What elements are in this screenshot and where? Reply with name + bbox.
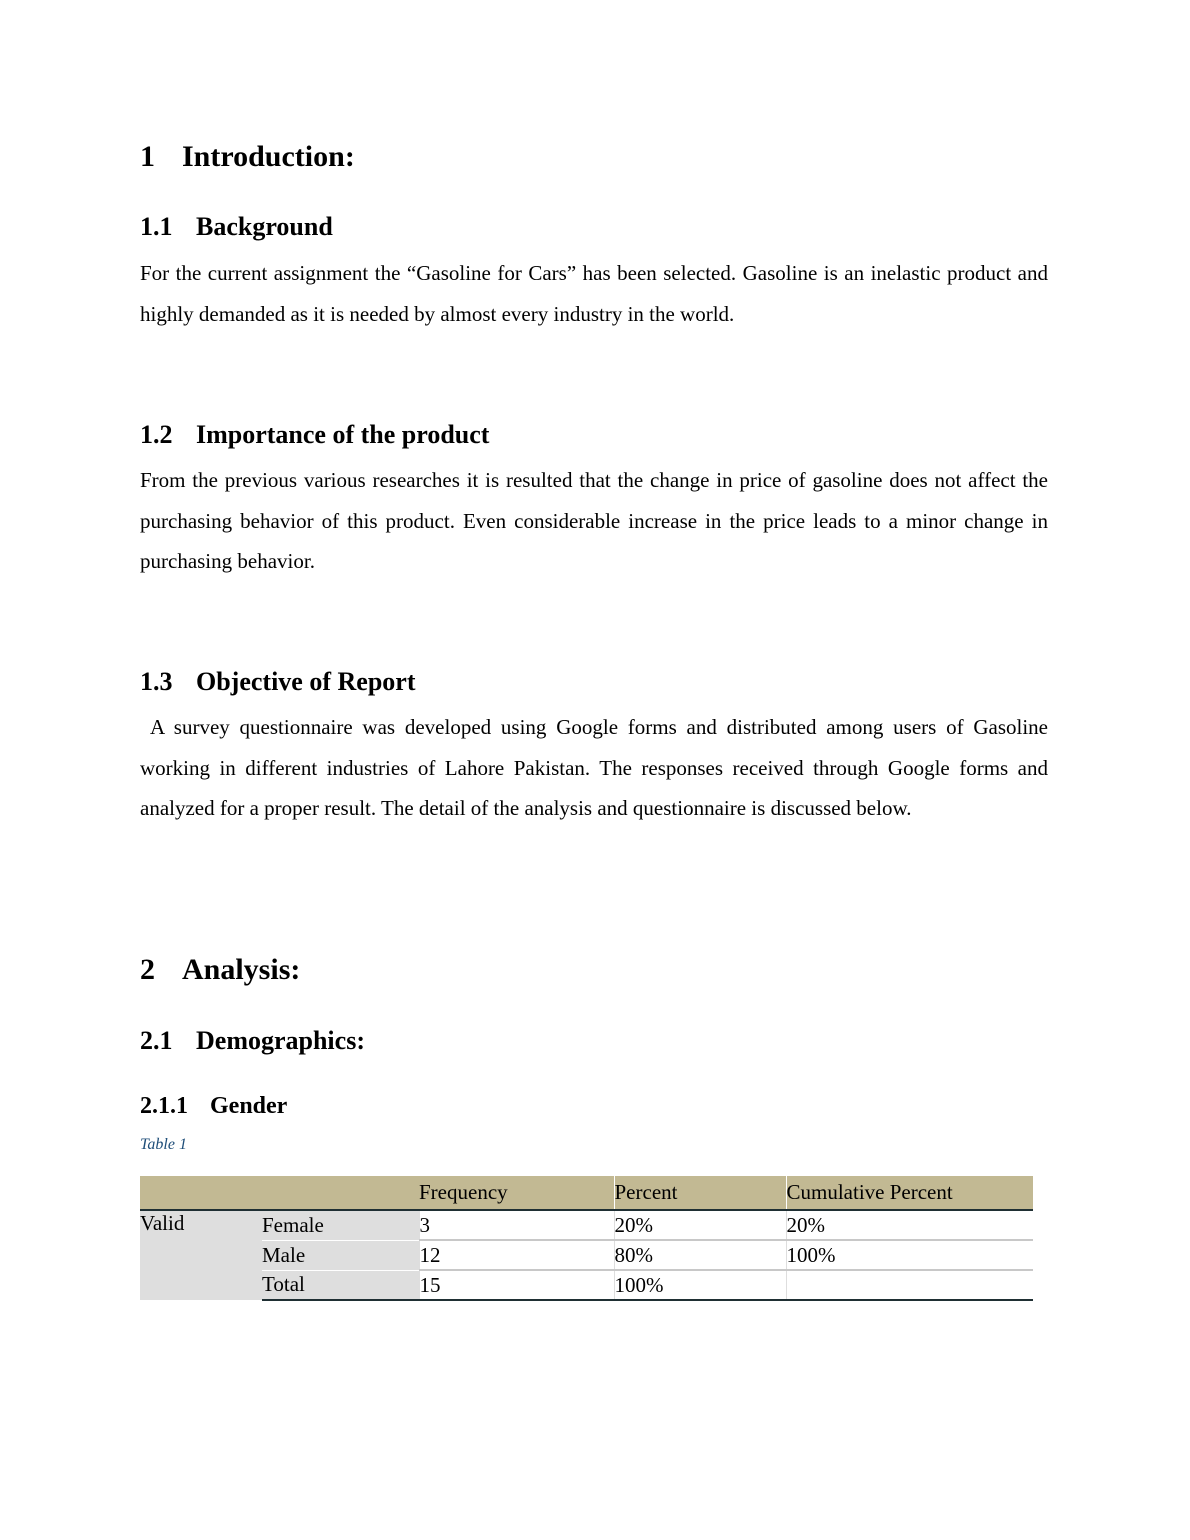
frequency-cell: 15 xyxy=(419,1270,614,1300)
percent-cell: 100% xyxy=(614,1270,786,1300)
heading-number: 1 xyxy=(140,140,155,173)
table-caption: Table 1 xyxy=(140,1136,187,1153)
objective-paragraph: A survey questionnaire was developed using Google forms and distributed among users of Gasoline working in different industries of Lahore Pakistan. The responses received through Google forms and analyzed for a proper result. The detail of the analysis and questionnaire is discussed below. xyxy=(140,715,1048,820)
table-row xyxy=(140,1270,1033,1300)
heading-background xyxy=(140,212,333,242)
heading-text: Importance of the product xyxy=(196,420,490,449)
percent-cell: 80% xyxy=(614,1240,786,1270)
heading-text: Demographics: xyxy=(196,1026,365,1055)
importance-paragraph: From the previous various researches it is resulted that the change in price of gasoline does not affect the purchasing behavior of this product. Even considerable increase in the price leads to a minor change in purchasing behavior. xyxy=(140,468,1048,573)
heading-number: 1.2 xyxy=(140,420,173,449)
heading-text: Background xyxy=(196,212,333,241)
percent-cell: 20% xyxy=(614,1210,786,1240)
heading-objective xyxy=(140,667,415,697)
header-percent: Percent xyxy=(614,1176,786,1210)
background-paragraph: For the current assignment the “Gasoline for Cars” has been selected. Gasoline is an inelastic product and highly demanded as it is needed by almost every industry in the world. xyxy=(140,261,1048,326)
table-row xyxy=(140,1210,1033,1240)
header-cell xyxy=(262,1176,419,1210)
heading-number: 2 xyxy=(140,953,155,986)
header-frequency: Frequency xyxy=(419,1176,614,1210)
cumulative-cell xyxy=(786,1270,1033,1300)
cumulative-cell: 20% xyxy=(786,1210,1033,1240)
header-cumulative-percent: Cumulative Percent xyxy=(786,1176,1033,1210)
heading-number: 2.1.1 xyxy=(140,1093,188,1119)
heading-analysis xyxy=(140,953,300,987)
group-label-valid: Valid xyxy=(140,1210,262,1300)
table-header-row xyxy=(140,1176,1033,1210)
heading-text: Gender xyxy=(210,1093,288,1119)
cumulative-cell: 100% xyxy=(786,1240,1033,1270)
heading-number: 2.1 xyxy=(140,1026,173,1055)
heading-introduction xyxy=(140,140,355,174)
frequency-cell: 12 xyxy=(419,1240,614,1270)
row-label: Female xyxy=(262,1210,419,1240)
heading-number: 1.1 xyxy=(140,212,173,241)
heading-text: Analysis: xyxy=(182,953,301,986)
gender-frequency-table xyxy=(140,1176,1033,1301)
table-row xyxy=(140,1240,1033,1270)
row-label: Total xyxy=(262,1270,419,1300)
heading-importance xyxy=(140,420,489,450)
heading-number: 1.3 xyxy=(140,667,173,696)
heading-text: Objective of Report xyxy=(196,667,416,696)
header-cell xyxy=(140,1176,262,1210)
frequency-cell: 3 xyxy=(419,1210,614,1240)
row-label: Male xyxy=(262,1240,419,1270)
heading-gender xyxy=(140,1093,287,1120)
heading-demographics xyxy=(140,1026,365,1056)
heading-text: Introduction: xyxy=(182,140,355,173)
